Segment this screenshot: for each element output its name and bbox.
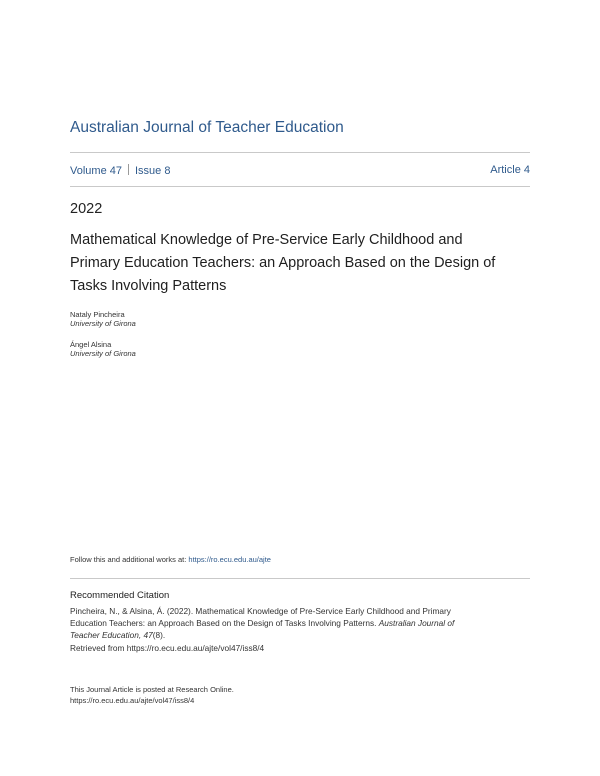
author-affiliation: University of Girona (70, 319, 136, 328)
citation-text (70, 605, 540, 654)
citation-segment: (8). (152, 630, 166, 641)
citation-line: Pincheira, N., & Alsina, Á. (2022). Mathematical Knowledge of Pre-Service Early Childhood and Primary (70, 606, 451, 616)
article-title-line: Tasks Involving Patterns (70, 278, 227, 294)
citation-journal-italic: Australian Journal of (378, 618, 455, 629)
recommended-citation-heading: Recommended Citation (70, 590, 170, 601)
citation-line (70, 629, 540, 641)
author-name[interactable]: Ángel Alsina (70, 340, 112, 349)
author-block (70, 340, 136, 358)
collection-link[interactable]: https://ro.ecu.edu.au/ajte (188, 555, 271, 564)
issue-metadata-row (70, 164, 530, 178)
citation-journal-italic: Teacher Education, 47 (70, 630, 153, 641)
citation-segment: Education Teachers: an Approach Based on the Design of Tasks Involving Patterns. (70, 618, 379, 629)
posted-line: This Journal Article is posted at Research Online. (70, 685, 234, 694)
posted-notice (70, 684, 234, 706)
volume-link[interactable]: Volume 47 (70, 165, 122, 177)
citation-retrieved-line: Retrieved from https://ro.ecu.edu.au/ajte/vol47/iss8/4 (70, 642, 265, 653)
issue-link[interactable]: Issue 8 (134, 165, 171, 177)
divider-bottom (70, 186, 530, 187)
author-block (70, 310, 136, 328)
separator (128, 164, 129, 175)
citation-line (70, 617, 540, 629)
article-title-line: Primary Education Teachers: an Approach Based on the Design of (70, 255, 496, 271)
follow-text: Follow this and additional works at: (70, 555, 189, 564)
posted-url[interactable]: https://ro.ecu.edu.au/ajte/vol47/iss8/4 (70, 696, 195, 705)
author-affiliation: University of Girona (70, 349, 136, 358)
article-number: Article 4 (490, 164, 530, 176)
journal-title[interactable]: Australian Journal of Teacher Education (70, 119, 344, 136)
publication-year: 2022 (70, 201, 103, 217)
follow-line (70, 555, 271, 564)
author-name[interactable]: Nataly Pincheira (70, 310, 125, 319)
article-title-line: Mathematical Knowledge of Pre-Service Early Childhood and (70, 232, 463, 248)
divider-top (70, 152, 530, 153)
divider-citation (70, 578, 530, 579)
article-title (70, 229, 540, 298)
